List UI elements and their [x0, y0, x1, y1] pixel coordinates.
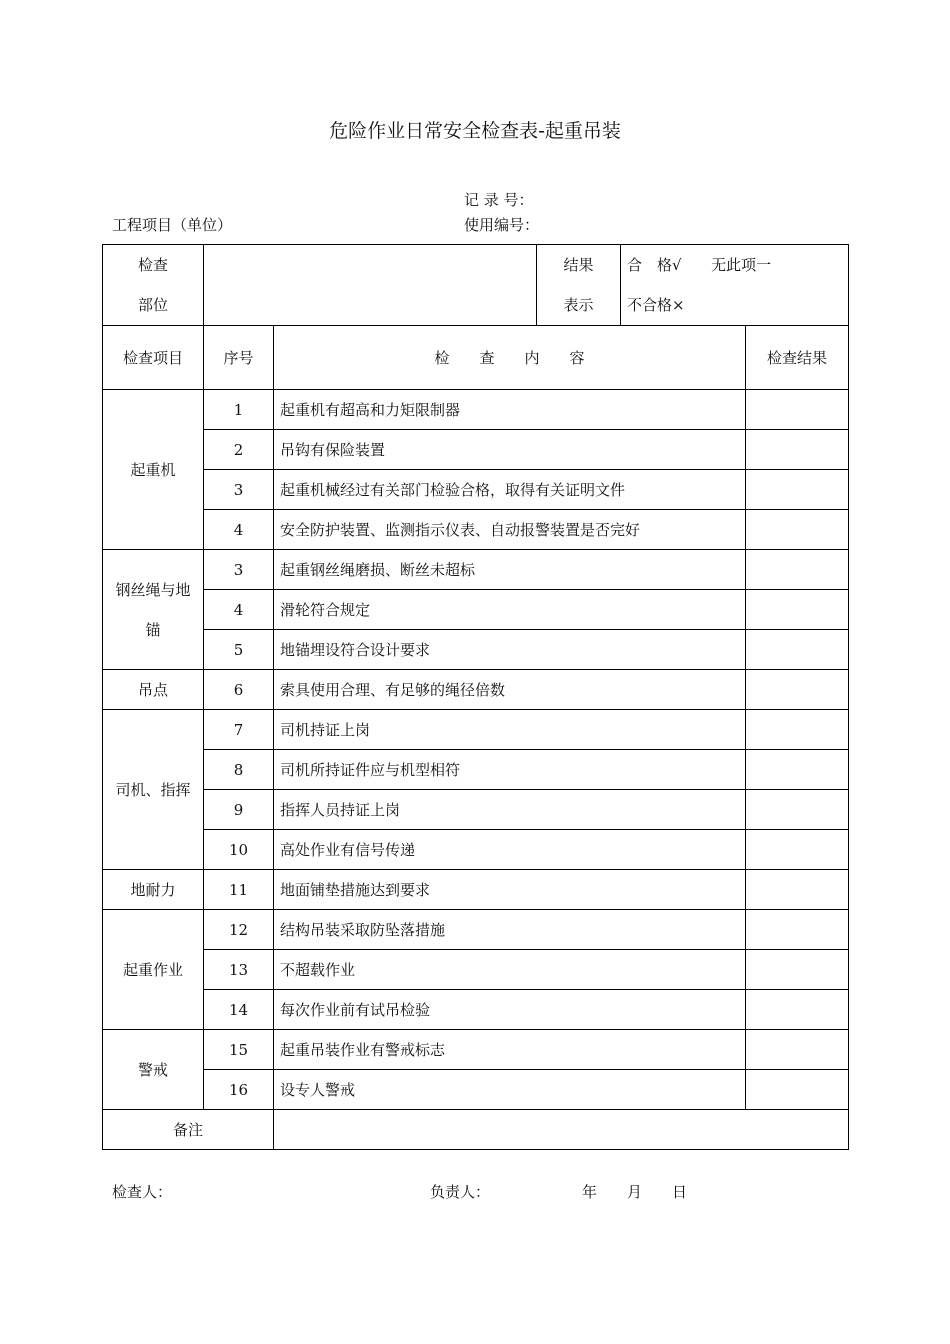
row-content: 起重吊装作业有警戒标志 [274, 1030, 746, 1070]
group-name: 起重作业 [103, 910, 204, 1030]
remarks-value[interactable] [274, 1110, 849, 1150]
group-name: 起重机 [103, 390, 204, 550]
table-row [103, 470, 849, 510]
row-result[interactable] [746, 870, 849, 910]
row-seq: 2 [204, 430, 274, 470]
info-row [103, 245, 849, 326]
row-result[interactable] [746, 710, 849, 750]
row-result[interactable] [746, 550, 849, 590]
group-name: 吊点 [103, 670, 204, 710]
table-row [103, 590, 849, 630]
row-result[interactable] [746, 630, 849, 670]
row-content: 地锚埋设符合设计要求 [274, 630, 746, 670]
table-row [103, 550, 849, 590]
row-content: 索具使用合理、有足够的绳径倍数 [274, 670, 746, 710]
group-name: 地耐力 [103, 870, 204, 910]
table-row [103, 1030, 849, 1070]
row-result[interactable] [746, 990, 849, 1030]
row-seq: 8 [204, 750, 274, 790]
table-row [103, 1070, 849, 1110]
row-content: 高处作业有信号传递 [274, 830, 746, 870]
table-row [103, 750, 849, 790]
table-row [103, 950, 849, 990]
row-result[interactable] [746, 510, 849, 550]
row-seq: 4 [204, 590, 274, 630]
remarks-label: 备注 [103, 1110, 274, 1150]
col-header-result: 检查结果 [746, 326, 849, 390]
table-row [103, 710, 849, 750]
row-content: 不超载作业 [274, 950, 746, 990]
row-seq: 5 [204, 630, 274, 670]
table-row [103, 390, 849, 430]
row-seq: 16 [204, 1070, 274, 1110]
row-seq: 4 [204, 510, 274, 550]
legend-fail: 不合格× [627, 296, 685, 314]
row-seq: 10 [204, 830, 274, 870]
result-legend-cell [621, 245, 849, 326]
row-seq: 12 [204, 910, 274, 950]
row-result[interactable] [746, 390, 849, 430]
date-label: 年 月 日 [582, 1183, 688, 1201]
row-content: 指挥人员持证上岗 [274, 790, 746, 830]
group-name-line2: 锚 [145, 620, 161, 639]
row-content: 司机所持证件应与机型相符 [274, 750, 746, 790]
row-seq: 3 [204, 470, 274, 510]
row-seq: 6 [204, 670, 274, 710]
row-content: 结构吊装采取防坠落措施 [274, 910, 746, 950]
row-result[interactable] [746, 1070, 849, 1110]
table-row [103, 630, 849, 670]
location-label-line2: 部位 [137, 296, 168, 314]
row-content: 设专人警戒 [274, 1070, 746, 1110]
page-title: 危险作业日常安全检查表-起重吊装 [329, 120, 621, 142]
col-header-seq: 序号 [204, 326, 274, 390]
row-seq: 7 [204, 710, 274, 750]
location-label-cell [103, 245, 204, 326]
row-result[interactable] [746, 1030, 849, 1070]
row-content: 起重机械经过有关部门检验合格，取得有关证明文件 [274, 470, 746, 510]
table-row [103, 830, 849, 870]
row-result[interactable] [746, 670, 849, 710]
inspection-table [102, 244, 849, 1150]
group-name: 司机、指挥 [103, 710, 204, 870]
row-content: 起重机有超高和力矩限制器 [274, 390, 746, 430]
row-result[interactable] [746, 430, 849, 470]
table-row [103, 430, 849, 470]
group-name [103, 550, 204, 670]
row-seq: 9 [204, 790, 274, 830]
row-result[interactable] [746, 910, 849, 950]
location-label-line1: 检查 [137, 256, 168, 274]
col-header-content: 检 查 内 容 [274, 326, 746, 390]
inspector-label: 检查人： [112, 1183, 173, 1201]
row-seq: 11 [204, 870, 274, 910]
row-seq: 1 [204, 390, 274, 430]
responsible-person-label: 负责人： [430, 1183, 491, 1201]
row-content: 司机持证上岗 [274, 710, 746, 750]
result-legend-label-cell [537, 245, 621, 326]
group-name: 警戒 [103, 1030, 204, 1110]
row-content: 地面铺垫措施达到要求 [274, 870, 746, 910]
row-content: 滑轮符合规定 [274, 590, 746, 630]
table-row [103, 670, 849, 710]
row-seq: 13 [204, 950, 274, 990]
table-row [103, 510, 849, 550]
location-value-cell[interactable] [204, 245, 537, 326]
row-result[interactable] [746, 830, 849, 870]
table-row [103, 910, 849, 950]
row-result[interactable] [746, 750, 849, 790]
use-number-label: 使用编号： [464, 216, 540, 234]
result-label-line2: 表示 [563, 296, 594, 314]
result-label-line1: 结果 [563, 256, 594, 274]
legend-pass: 合 格√ [627, 256, 682, 274]
record-number-label: 记 录 号： [464, 191, 534, 209]
row-content: 安全防护装置、监测指示仪表、自动报警装置是否完好 [274, 510, 746, 550]
row-result[interactable] [746, 470, 849, 510]
table-row [103, 990, 849, 1030]
row-content: 吊钩有保险装置 [274, 430, 746, 470]
group-name-line1: 钢丝绳与地 [115, 580, 191, 599]
row-content: 起重钢丝绳磨损、断丝未超标 [274, 550, 746, 590]
row-seq: 14 [204, 990, 274, 1030]
row-result[interactable] [746, 950, 849, 990]
table-row [103, 870, 849, 910]
legend-not-applicable: 无此项一 [711, 256, 772, 274]
row-seq: 3 [204, 550, 274, 590]
row-result[interactable] [746, 790, 849, 830]
remarks-row [103, 1110, 849, 1150]
row-seq: 15 [204, 1030, 274, 1070]
row-content: 每次作业前有试吊检验 [274, 990, 746, 1030]
project-unit-label: 工程项目（单位） [112, 216, 233, 234]
row-result[interactable] [746, 590, 849, 630]
column-header-row [103, 326, 849, 390]
table-row [103, 790, 849, 830]
col-header-item: 检查项目 [103, 326, 204, 390]
